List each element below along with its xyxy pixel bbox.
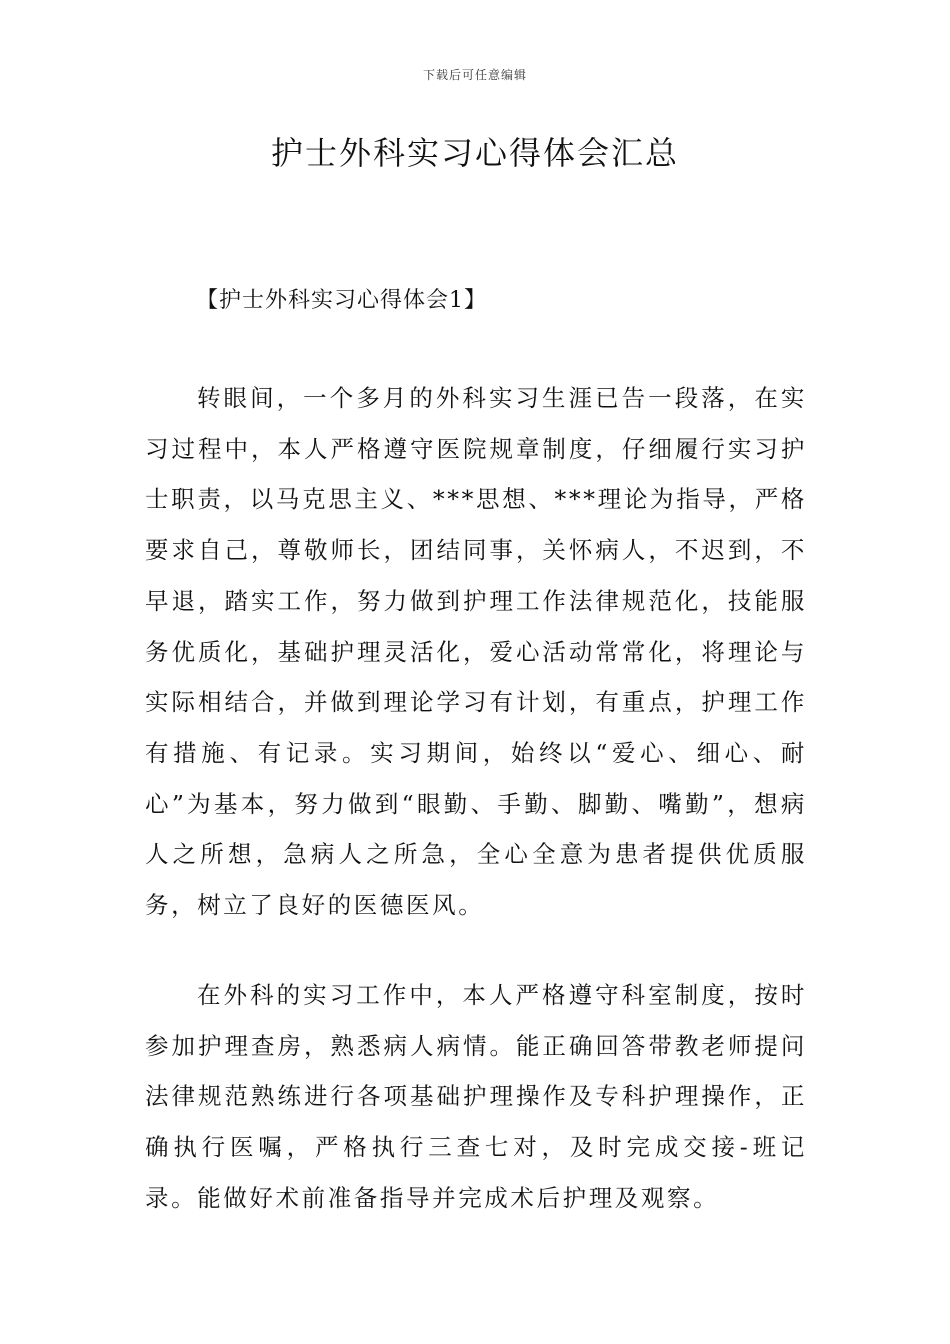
body-paragraph-2: 在外科的实习工作中，本人严格遵守科室制度，按时参加护理查房，熟悉病人病情。能正确回答带教老师提问法律规范熟练进行各项基础护理操作及专科护理操作，正确执行医嘱，严格执行三查七对，及时完成交接-班记录。能做好术前准备指导并完成术后护理及观察。 <box>145 981 807 1212</box>
body-paragraph-1: 转眼间，一个多月的外科实习生涯已告一段落，在实习过程中，本人严格遵守医院规章制度，仔细履行实习护士职责，以马克思主义、***思想、***理论为指导，严格要求自己，尊敬师长，团结同事，关怀病人，不迟到，不早退，踏实工作，努力做到护理工作法律规范化，技能服务优质化，基础护理灵活化，爱心活动常常化，将理论与实际相结合，并做到理论学习有计划，有重点，护理工作有措施、有记录。实习期间，始终以“爱心、细心、耐心”为基本，努力做到“眼勤、手勤、脚勤、嘴勤”，想病人之所想，急病人之所急，全心全意为患者提供优质服务，树立了良好的医德医风。 <box>145 384 807 920</box>
section-heading: 【护士外科实习心得体会1】 <box>196 288 487 313</box>
header-note: 下载后可任意编辑 <box>422 68 527 82</box>
document-title: 护士外科实习心得体会汇总 <box>270 134 679 172</box>
